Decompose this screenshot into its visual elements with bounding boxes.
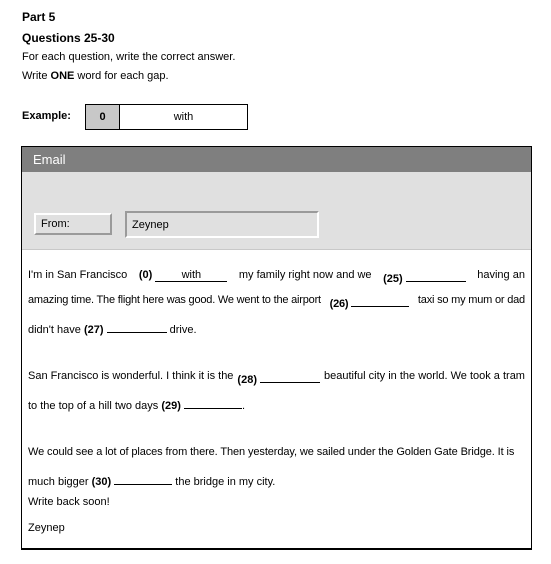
questions-heading: Questions 25-30 bbox=[22, 31, 115, 45]
signature: Zeynep bbox=[28, 522, 65, 534]
example-number: 0 bbox=[86, 105, 120, 129]
body-line-7: much bigger (30) the bridge in my city. bbox=[28, 472, 525, 488]
part-heading: Part 5 bbox=[22, 10, 56, 24]
gap-28[interactable] bbox=[260, 370, 320, 383]
body-line-4: San Francisco is wonderful. I think it is the (28) beautiful city in the world. We took a tram bbox=[28, 370, 525, 386]
example-answer: with bbox=[173, 111, 194, 123]
closing: Write back soon! bbox=[28, 496, 110, 508]
email-panel bbox=[21, 146, 532, 550]
gap-0: with bbox=[155, 269, 227, 282]
instruction-2: Write ONE word for each gap. bbox=[22, 70, 169, 82]
body-line-5: to the top of a hill two days (29) . bbox=[28, 396, 525, 412]
example-box bbox=[85, 104, 248, 130]
gap-26[interactable] bbox=[351, 294, 409, 307]
body-line-2: amazing time. The flight here was good. We went to the airport (26) taxi so my mum or dad bbox=[28, 294, 525, 310]
email-meta bbox=[22, 172, 531, 250]
body-line-6: We could see a lot of places from there. Then yesterday, we sailed under the Golden Gate Bridge. It is bbox=[28, 446, 515, 458]
gap-25[interactable] bbox=[406, 269, 466, 282]
body-line-3: didn't have (27) drive. bbox=[28, 320, 525, 336]
gap-27[interactable] bbox=[107, 320, 167, 333]
instruction-1: For each question, write the correct answer. bbox=[22, 51, 236, 63]
email-title: Email bbox=[22, 147, 531, 172]
from-value: Zeynep bbox=[125, 211, 319, 238]
from-label: From: bbox=[34, 213, 112, 235]
gap-29[interactable] bbox=[184, 396, 242, 409]
example-label: Example: bbox=[22, 110, 71, 122]
body-line-1: I'm in San Francisco (0) with my family right now and we (25) having an bbox=[28, 269, 525, 285]
gap-30[interactable] bbox=[114, 472, 172, 485]
